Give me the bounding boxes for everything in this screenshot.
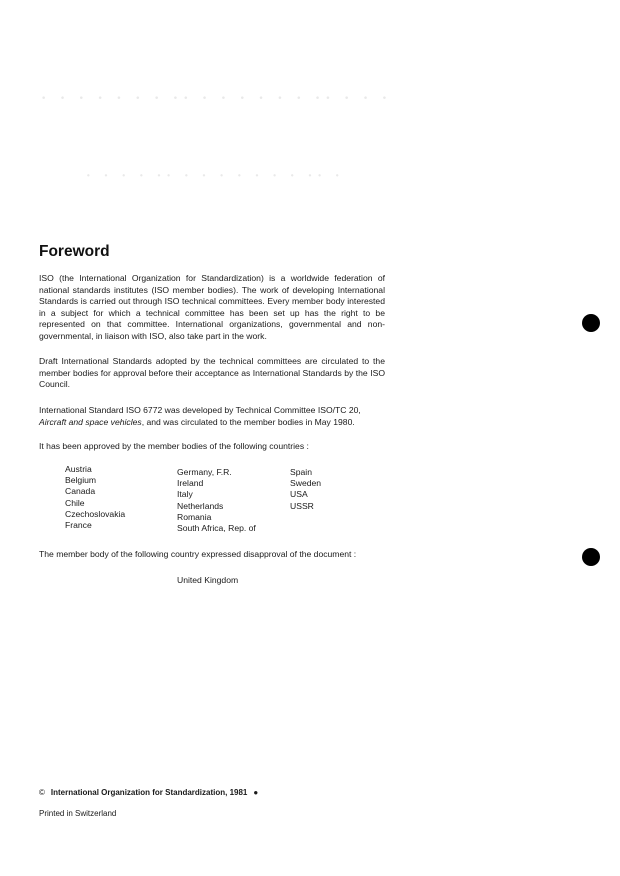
country-name: South Africa, Rep. of xyxy=(177,523,256,533)
country-name: Chile xyxy=(65,497,85,508)
show-through-text-line-2: · · · · ·· · · · · · · · ·· · xyxy=(85,165,344,187)
copyright-line xyxy=(39,788,258,797)
copyright-symbol: © xyxy=(39,788,45,797)
country-name: Ireland xyxy=(177,478,204,489)
country-name: Romania xyxy=(177,511,212,522)
country-name: Czechoslovakia xyxy=(65,508,126,519)
country-name: USA xyxy=(290,489,308,500)
foreword-paragraph-3 xyxy=(39,405,385,428)
show-through-text-line-1: · · · · · · · ·· · · · · · · ·· · · · xyxy=(40,85,392,110)
country-name: France xyxy=(65,520,92,530)
printed-in-note: Printed in Switzerland xyxy=(39,809,117,818)
country-name: Belgium xyxy=(65,475,97,486)
punch-hole-icon xyxy=(582,548,600,566)
punch-hole-icon xyxy=(582,314,600,332)
disapproval-statement: The member body of the following country expressed disapproval of the document : xyxy=(39,549,357,559)
committee-name: Aircraft and space vehicles xyxy=(39,416,142,427)
country-name: Italy xyxy=(177,489,193,500)
country-name: Netherlands xyxy=(177,500,224,511)
foreword-paragraph-2: Draft International Standards adopted by the technical committees are circulated to the member bodies for approval before their acceptance as International Standards by the ISO Council. xyxy=(39,356,385,390)
country-name: Austria xyxy=(65,464,92,474)
paragraph-3-start: International Standard ISO 6772 was developed by Technical Committee ISO/TC 20, xyxy=(39,405,361,415)
paragraph-3-end: , and was circulated to the member bodies in May 1980. xyxy=(141,416,355,427)
foreword-paragraph-1: ISO (the International Organization for Standardization) is a worldwide federation of national standards institutes (ISO member bodies). The work of developing International Standards is carried out through ISO technical committees. Every member body interested in a subject for which a technical committee has been set up has the right to be represented on that committee. International organizations, governmental and non-governmental, in liaison with ISO, also take part in the work. xyxy=(39,273,385,341)
disapproving-country: United Kingdom xyxy=(177,575,239,585)
copyright-text: International Organization for Standardization, 1981 xyxy=(50,788,248,797)
bullet-icon: ● xyxy=(253,788,259,797)
foreword-heading: Foreword xyxy=(39,243,110,260)
country-name: Spain xyxy=(290,467,312,477)
country-name: USSR xyxy=(290,500,314,511)
country-name: Sweden xyxy=(290,478,322,489)
country-name: Canada xyxy=(65,486,96,497)
approval-statement: It has been approved by the member bodies of the following countries : xyxy=(39,441,309,451)
country-name: Germany, F.R. xyxy=(177,467,232,477)
